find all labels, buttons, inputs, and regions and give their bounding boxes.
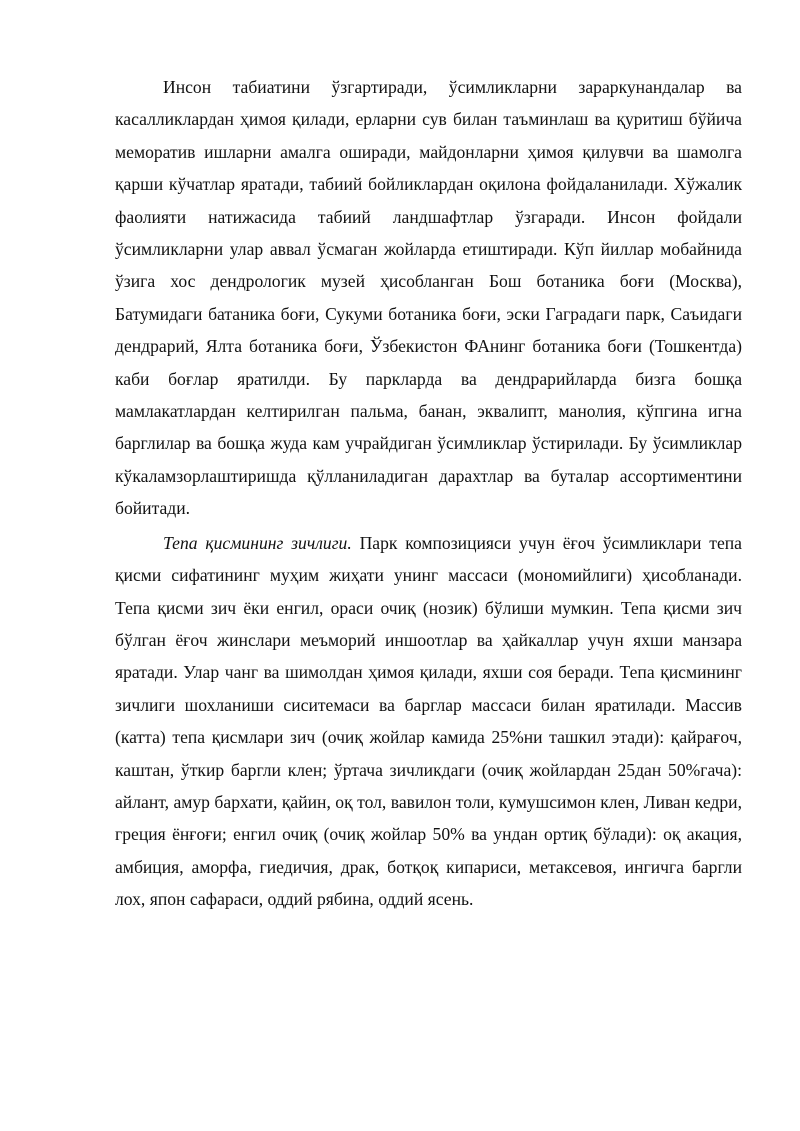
document-page [115,71,742,916]
paragraph-crown-density [115,527,742,916]
paragraph-body-crown-density: Парк композицияси учун ёғоч ўсимликлари тепа қисми сифатининг муҳим жиҳати унинг массаси (мономийлиги) ҳисобланади. Тепа қисми зич ёки енгил, ораси очиқ (нозик) бўлиши мумкин. Тепа қисми зич бўлган ёғоч жинслари меъморий иншоотлар ва ҳайкаллар учун яхши манзара яратади. Улар чанг ва шимолдан ҳимоя қилади, яхши соя беради. Тепа қисмининг зичлиги шохланиши сиситемаси ва барглар массаси билан яратилади. Массив (катта) тепа қисмлари зич (очиқ жойлар камида 25%ни ташкил этади): қайрағоч, каштан, ўткир баргли клен; ўртача зичликдаги (очиқ жойлардан 25дан 50%гача): айлант, амур бархати, қайин, оқ тол, вавилон толи, кумушсимон клен, Ливан кедри, греция ёнғоғи; енгил очиқ (очиқ жойлар 50% ва ундан ортиқ бўлади): оқ акация, амбиция, аморфа, гиедичия, драк, ботқоқ кипариси, метаксевоя, ингичга баргли лох, япон сафараси, оддий рябина, оддий ясень. [115,532,742,910]
paragraph-heading-crown-density: Тепа қисмининг зичлиги. [163,532,352,553]
paragraph-introduction: Инсон табиатини ўзгартиради, ўсимликларни зараркунандалар ва касалликлардан ҳимоя қилади, ерларни сув билан таъминлаш ва қуритиш бўйича меморатив ишларни амалга оширади, майдонларни ҳимоя қилувчи ва шамолга қарши кўчатлар яратади, табиий бойликлардан оқилона фойдаланилади. Хўжалик фаолияти натижасида табиий ландшафтлар ўзгаради. Инсон фойдали ўсимликларни улар аввал ўсмаган жойларда етиштиради. Кўп йиллар мобайнида ўзига хос дендрологик музей ҳисобланган Бош ботаника боғи (Москва), Батумидаги батаника боғи, Сукуми ботаника боғи, эски Гаградаги парк, Саъидаги дендрарий, Ялта ботаника боғи, Ўзбекистон ФАнинг ботаника боғи (Тошкентда) каби боғлар яратилди. Бу паркларда ва дендрарийларда бизга бошқа мамлакатлардан келтирилган пальма, банан, эквалипт, манолия, кўпгина игна барглилар ва бошқа жуда кам учрайдиган ўсимликлар ўстирилади. Бу ўсимликлар кўкаламзорлаштиришда қўлланиладиган дарахтлар ва буталар ассортиментини бойитади. [115,77,742,519]
